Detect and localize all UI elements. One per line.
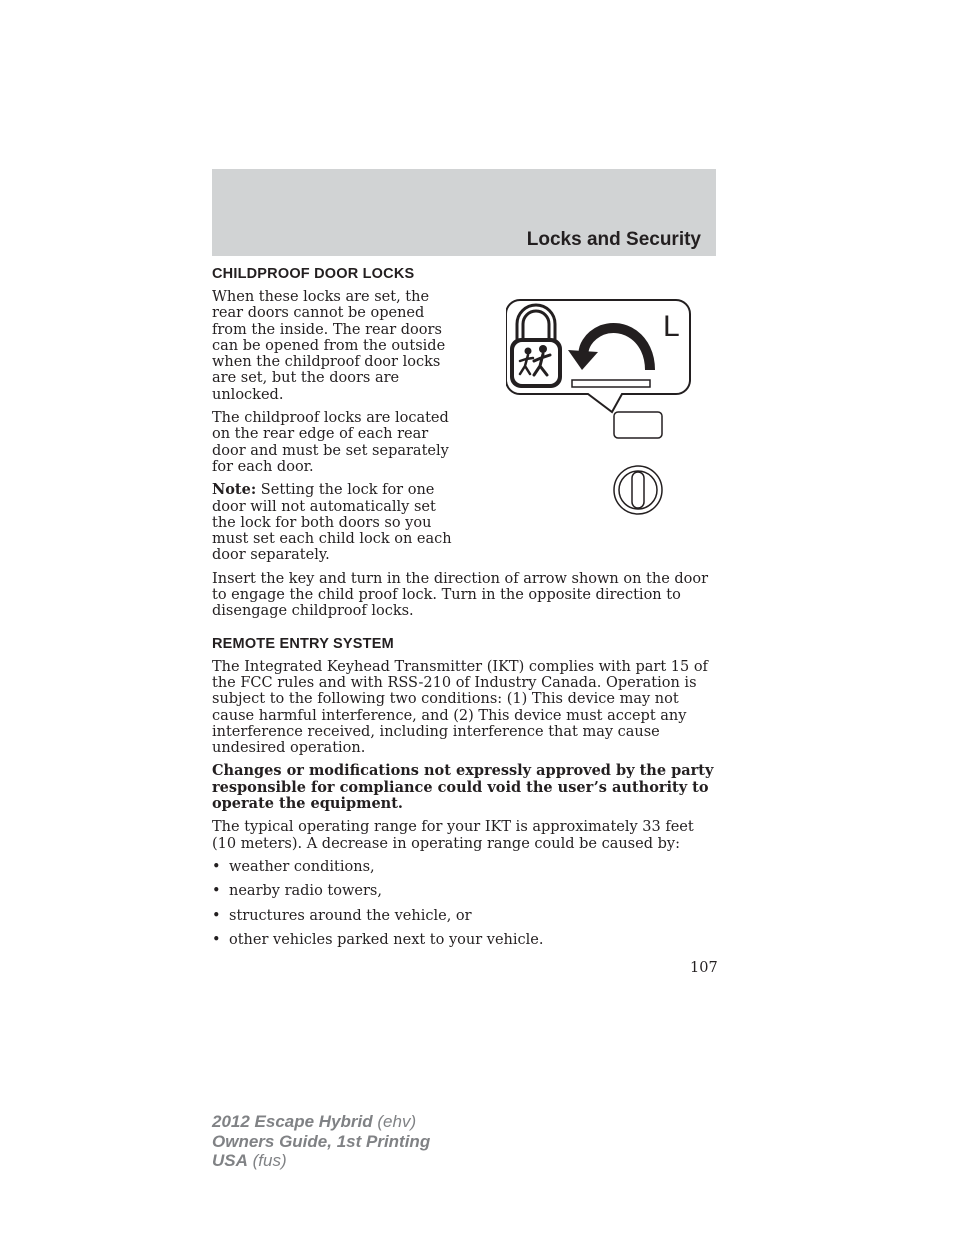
latch-slot xyxy=(614,412,662,438)
bullet: • xyxy=(212,858,221,875)
section-header-band xyxy=(212,169,716,256)
childproof-paragraph-2: The childproof locks are located on the rear edge of each rear door and must be set separately for each door. xyxy=(212,410,449,475)
footer-model: 2012 Escape Hybrid xyxy=(212,1112,373,1131)
list-item: • other vehicles parked next to your vehicle. xyxy=(212,931,544,948)
footer-guide: Owners Guide, 1st Printing xyxy=(212,1131,431,1151)
range-factors-list xyxy=(212,859,716,948)
bullet: • xyxy=(212,931,221,948)
remote-entry-heading: REMOTE ENTRY SYSTEM xyxy=(212,635,394,652)
childproof-note xyxy=(212,482,462,563)
list-item: • structures around the vehicle, or xyxy=(212,907,472,924)
list-item: • nearby radio towers, xyxy=(212,883,382,900)
remote-paragraph-2: The typical operating range for your IKT is approximately 33 feet (10 meters). A decrease in operating range could be caused by: xyxy=(212,819,694,852)
bullet: • xyxy=(212,883,221,900)
footer-model-code: (ehv) xyxy=(372,1112,417,1131)
childproof-lock-illustration xyxy=(506,298,692,516)
remote-warning: Changes or modifications not expressly approved by the party responsible for compliance could void the user’s authority to operate the equipment. xyxy=(212,762,714,813)
footer-market-code: (fus) xyxy=(247,1151,287,1170)
page-number: 107 xyxy=(690,960,718,976)
list-item: • weather conditions, xyxy=(212,858,375,875)
bullet: • xyxy=(212,907,221,924)
childproof-paragraph-1: When these locks are set, the rear doors cannot be opened from the inside. The rear doors can be opened from the outside when the childproof door locks are set, but the doors are unlocked. xyxy=(212,289,446,403)
childproof-section xyxy=(212,266,716,564)
illustration-letter: L xyxy=(663,310,680,343)
page-content xyxy=(212,266,716,956)
note-label: Note: xyxy=(212,481,257,499)
footer-market: USA xyxy=(212,1151,248,1170)
section-title: Locks and Security xyxy=(526,229,701,250)
remote-paragraph-1: The Integrated Keyhead Transmitter (IKT) complies with part 15 of the FCC rules and with RSS-210 of Industry Canada. Operation is subject to the following two conditions: (1) This device may not cause harmful interference, and (2) This device must accept any interference received, including interference that may cause undesired operation. xyxy=(212,658,708,757)
indicator-bar xyxy=(572,380,650,387)
note-text: Setting the lock for one door will not automatically set the lock for both doors so you must set each child lock on each door separately. xyxy=(212,482,452,564)
childproof-paragraph-3: Insert the key and turn in the direction of arrow shown on the door to engage the child proof lock. Turn in the opposite direction to disengage childproof locks. xyxy=(212,570,709,620)
document-footer xyxy=(212,1112,430,1171)
childproof-heading: CHILDPROOF DOOR LOCKS xyxy=(212,266,415,282)
key-cylinder-icon xyxy=(614,466,662,514)
